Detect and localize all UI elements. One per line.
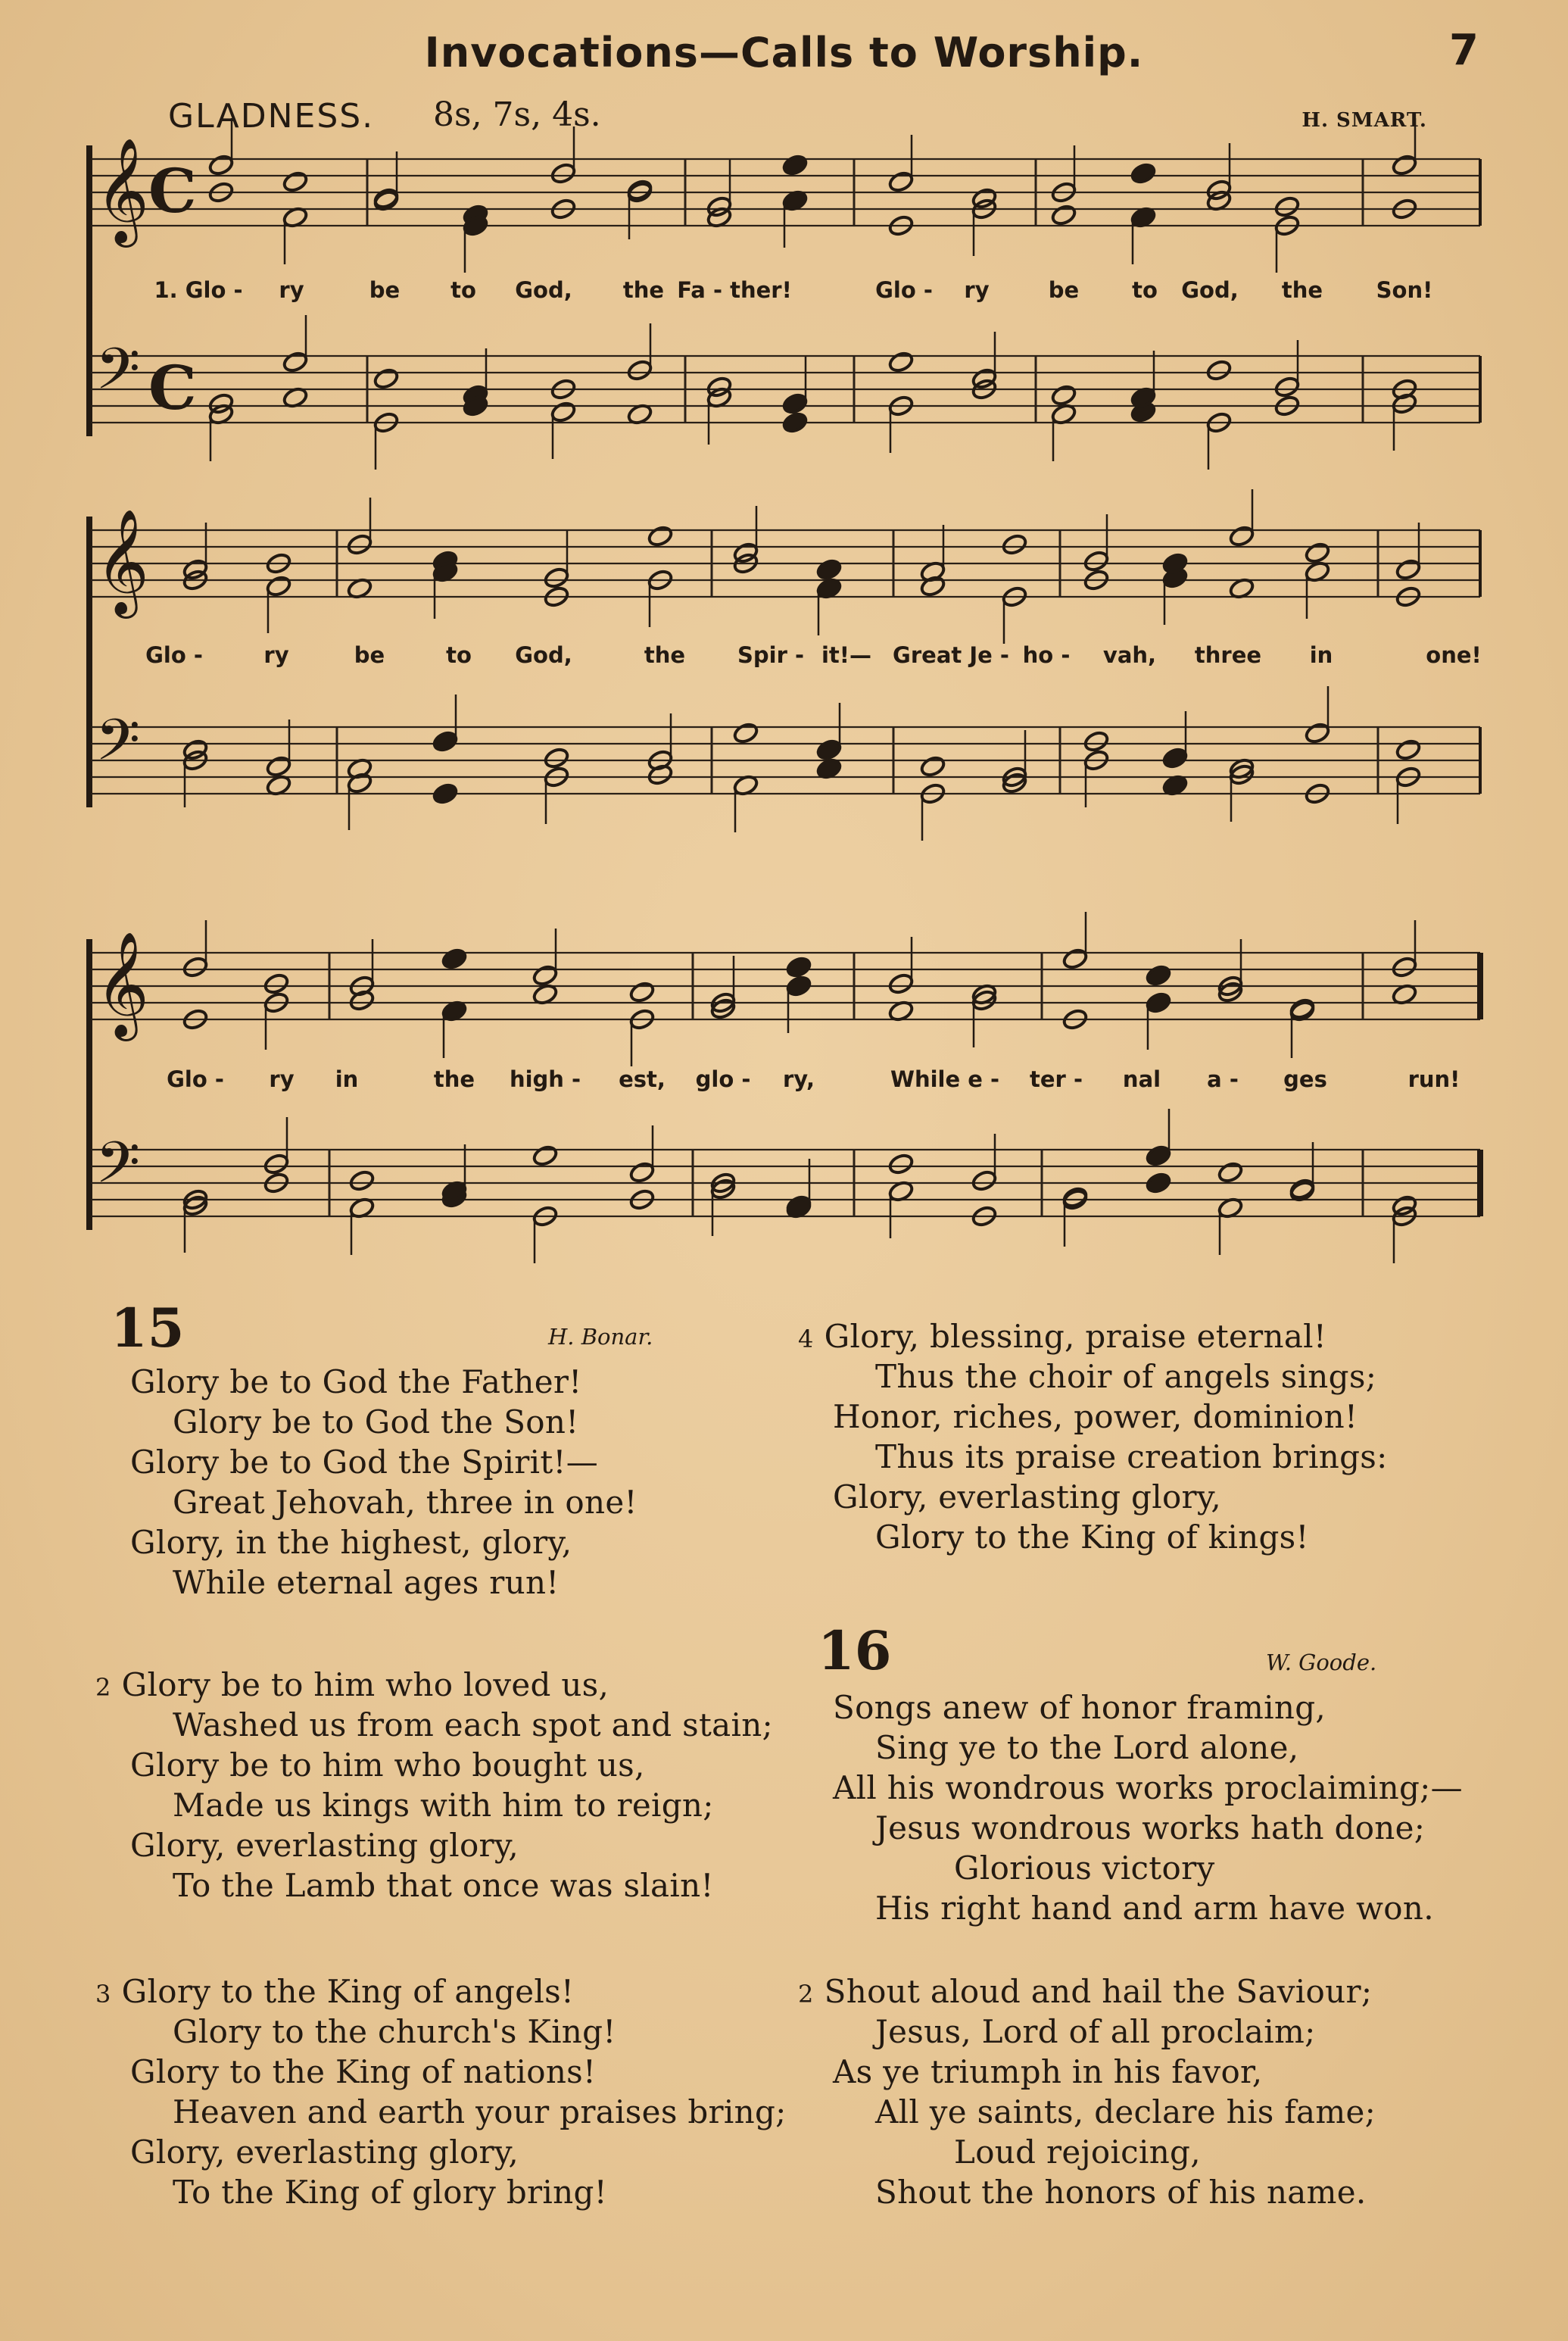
- lyric-syllable: ry,: [783, 1066, 815, 1092]
- verse-line: [173, 1867, 714, 1904]
- note-head-icon: [1391, 956, 1418, 979]
- verse-text: Glory, everlasting glory,: [130, 2133, 519, 2171]
- lyric-syllable: Son!: [1376, 277, 1433, 303]
- lyric-syllable: Great Je -: [893, 642, 1009, 668]
- verse-line: [173, 1564, 559, 1601]
- note-head-icon: [265, 755, 292, 779]
- page-number: 7: [1449, 26, 1479, 75]
- verse-text: Glorious victory: [954, 1849, 1215, 1887]
- verse-text: To the Lamb that once was slain!: [173, 1867, 714, 1904]
- verse-line: [875, 2174, 1367, 2211]
- lyric-syllable: to: [1132, 277, 1158, 303]
- lyric-syllable: Fa - ther!: [677, 277, 792, 303]
- treble-clef-icon: 𝄞: [95, 138, 149, 243]
- verse-text: Glory, everlasting glory,: [833, 1478, 1222, 1515]
- lyric-syllable: ter -: [1030, 1066, 1083, 1092]
- verse-text: Glory be to God the Son!: [173, 1403, 579, 1440]
- verse-line: [130, 2133, 519, 2171]
- note-head-icon: [1145, 1172, 1172, 1195]
- lyric-syllable: the: [1281, 277, 1323, 303]
- verse-text: Thus its praise creation brings:: [875, 1438, 1388, 1475]
- verse-text: All ye saints, declare his fame;: [875, 2093, 1376, 2130]
- note-head-icon: [887, 1153, 915, 1176]
- lyric-syllable: be: [1048, 277, 1080, 303]
- hymn-author: H. Bonar.: [548, 1324, 653, 1350]
- lyric-syllable: three: [1194, 642, 1262, 668]
- verse-line: [833, 1398, 1358, 1435]
- lyric-syllable: ry: [964, 277, 990, 303]
- verse-line: [173, 1787, 714, 1824]
- note-head-icon: [1130, 162, 1157, 186]
- lyric-syllable: Spir -: [737, 642, 805, 668]
- note-head-icon: [887, 170, 915, 194]
- verse-line: [954, 1849, 1214, 1887]
- note-head-icon: [887, 972, 915, 996]
- common-time-icon: C: [148, 352, 197, 423]
- lyric-syllable: Glo -: [145, 642, 203, 668]
- note-head-icon: [1050, 204, 1077, 227]
- treble-clef-icon: 𝄞: [95, 932, 149, 1037]
- verse-line: [833, 1478, 1221, 1515]
- verse-text: Glory to the King of kings!: [875, 1519, 1309, 1556]
- note-head-icon: [1273, 195, 1301, 219]
- note-head-icon: [785, 975, 812, 998]
- lyric-syllable: in: [335, 1066, 359, 1092]
- bass-clef-icon: 𝄢: [95, 707, 141, 788]
- lyric-syllable: a -: [1207, 1066, 1239, 1092]
- lyric-syllable: the: [622, 277, 665, 303]
- lyric-line: [0, 277, 1568, 307]
- verse-line: [875, 1729, 1298, 1766]
- verse-line: [954, 2133, 1201, 2171]
- tune-meter: 8s, 7s, 4s.: [433, 95, 601, 134]
- note-head-icon: [1161, 747, 1189, 770]
- verse-text: Thus the choir of angels sings;: [875, 1358, 1377, 1395]
- note-head-icon: [626, 359, 653, 382]
- lyric-line: [0, 642, 1568, 673]
- lyric-syllable: in: [1309, 642, 1333, 668]
- lyric-syllable: God,: [1181, 277, 1239, 303]
- note-head-icon: [628, 981, 656, 1004]
- hymn-number: 15: [111, 1297, 185, 1359]
- verse-line: [173, 2093, 787, 2130]
- note-head-icon: [887, 351, 915, 374]
- verse-text: Glory, in the highest, glory,: [130, 1524, 572, 1561]
- lyric-syllable: Glo -: [875, 277, 933, 303]
- verse-line: [875, 1809, 1425, 1846]
- verse-line: [875, 2013, 1316, 2050]
- lyric-syllable: ry: [269, 1066, 295, 1092]
- lyric-syllable: high -: [509, 1066, 581, 1092]
- verse-line: [833, 2053, 1262, 2090]
- note-head-icon: [1395, 738, 1422, 762]
- lyric-syllable: While e -: [890, 1066, 1000, 1092]
- note-head-icon: [785, 956, 812, 979]
- lyric-syllable: be: [354, 642, 385, 668]
- verse-text: Jesus, Lord of all proclaim;: [875, 2013, 1316, 2050]
- note-head-icon: [1391, 154, 1418, 177]
- verse-line: [875, 2093, 1376, 2130]
- verse-text: To the King of glory bring!: [173, 2174, 607, 2211]
- lyric-line: [0, 1066, 1568, 1097]
- lyric-syllable: to: [450, 277, 476, 303]
- verse-text: Glory to the church's King!: [173, 2013, 616, 2050]
- verse-line: [173, 2174, 607, 2211]
- note-head-icon: [1145, 1144, 1172, 1168]
- note-head-icon: [207, 154, 235, 177]
- note-head-icon: [432, 730, 459, 754]
- verse-text: His right hand and arm have won.: [875, 1890, 1434, 1927]
- verse-text: Glory be to him who loved us,: [121, 1666, 609, 1703]
- verse-text: Washed us from each spot and stain;: [173, 1706, 773, 1743]
- verse-number: 3: [95, 1980, 111, 2009]
- verse-line: [173, 2013, 616, 2050]
- note-head-icon: [919, 755, 946, 779]
- note-head-icon: [781, 411, 809, 435]
- lyric-syllable: Glo -: [167, 1066, 224, 1092]
- verse-line: [130, 1827, 519, 1864]
- verse-line: [798, 1973, 1372, 2010]
- verse-line: [875, 1438, 1388, 1475]
- hymn-author: W. Goode.: [1266, 1650, 1377, 1675]
- lyric-syllable: vah,: [1102, 642, 1157, 668]
- hymn-number: 16: [818, 1619, 892, 1682]
- verse-text: Glory be to him who bought us,: [130, 1746, 645, 1784]
- lyric-syllable: ry: [279, 277, 304, 303]
- verse-text: Glory to the King of nations!: [130, 2053, 597, 2090]
- note-head-icon: [543, 567, 570, 590]
- verse-text: Honor, riches, power, dominion!: [833, 1398, 1358, 1435]
- lyric-syllable: ho -: [1022, 642, 1071, 668]
- note-head-icon: [531, 1144, 559, 1168]
- note-head-icon: [781, 392, 809, 416]
- lyric-syllable: nal: [1122, 1066, 1161, 1092]
- lyric-syllable: be: [369, 277, 401, 303]
- lyric-syllable: run!: [1407, 1066, 1460, 1092]
- verse-line: [173, 1403, 578, 1440]
- note-head-icon: [543, 747, 570, 770]
- lyric-syllable: God,: [515, 642, 572, 668]
- note-head-icon: [182, 956, 209, 979]
- note-head-icon: [531, 964, 559, 988]
- note-head-icon: [1228, 525, 1255, 548]
- note-head-icon: [441, 947, 468, 971]
- verse-line: [130, 1524, 572, 1561]
- lyric-syllable: ry: [263, 642, 289, 668]
- verse-text: Sing ye to the Lord alone,: [875, 1729, 1299, 1766]
- note-head-icon: [1001, 533, 1028, 557]
- note-head-icon: [550, 401, 577, 424]
- verse-text: Loud rejoicing,: [954, 2133, 1201, 2171]
- verse-number: 4: [798, 1325, 814, 1353]
- lyric-syllable: God,: [515, 277, 572, 303]
- verse-line: [130, 1444, 598, 1481]
- verse-number: 2: [798, 1980, 814, 2009]
- note-head-icon: [1205, 359, 1233, 382]
- note-head-icon: [815, 738, 843, 762]
- verse-text: Shout aloud and hail the Saviour;: [824, 1973, 1373, 2010]
- verse-line: [173, 1484, 637, 1521]
- verse-text: Songs anew of honor framing,: [833, 1689, 1326, 1726]
- verse-text: Jesus wondrous works hath done;: [875, 1809, 1426, 1846]
- tune-composer: H. SMART.: [1301, 109, 1427, 132]
- lyric-syllable: est,: [619, 1066, 666, 1092]
- note-head-icon: [1061, 947, 1089, 971]
- verse-line: [173, 1706, 773, 1743]
- note-head-icon: [1145, 964, 1172, 988]
- lyric-syllable: the: [644, 642, 686, 668]
- verse-text: Glory to the King of angels!: [121, 1973, 575, 2010]
- note-head-icon: [1304, 542, 1331, 565]
- verse-text: Glory, everlasting glory,: [130, 1827, 519, 1864]
- verse-line: [130, 1363, 581, 1400]
- note-head-icon: [432, 782, 459, 806]
- note-head-icon: [346, 533, 373, 557]
- note-head-icon: [1217, 1161, 1244, 1185]
- note-head-icon: [628, 1161, 656, 1185]
- verse-text: Made us kings with him to reign;: [173, 1787, 714, 1824]
- verse-text: While eternal ages run!: [173, 1564, 560, 1601]
- note-head-icon: [1050, 384, 1077, 407]
- note-head-icon: [550, 162, 577, 186]
- note-head-icon: [282, 351, 309, 374]
- lyric-syllable: one!: [1426, 642, 1482, 668]
- verse-text: Glory be to God the Father!: [130, 1363, 582, 1400]
- tune-name: GLADNESS.: [168, 97, 375, 136]
- note-head-icon: [781, 154, 809, 177]
- note-head-icon: [1395, 558, 1422, 582]
- note-head-icon: [971, 1169, 998, 1193]
- verse-text: Glory be to God the Spirit!—: [130, 1444, 598, 1481]
- verse-text: As ye triumph in his favor,: [833, 2053, 1263, 2090]
- verse-line: [875, 1519, 1309, 1556]
- verse-line: [833, 1689, 1326, 1726]
- lyric-syllable: ges: [1283, 1066, 1327, 1092]
- note-head-icon: [263, 1153, 290, 1176]
- note-head-icon: [1083, 730, 1110, 754]
- note-head-icon: [732, 722, 759, 745]
- lyric-syllable: glo -: [695, 1066, 751, 1092]
- note-head-icon: [1145, 991, 1172, 1015]
- bass-clef-icon: 𝄢: [95, 336, 141, 417]
- note-head-icon: [282, 170, 309, 194]
- verse-line: [875, 1890, 1434, 1927]
- lyric-syllable: it!—: [821, 642, 872, 668]
- lyric-syllable: 1. Glo -: [154, 277, 243, 303]
- note-head-icon: [348, 1169, 376, 1193]
- treble-clef-icon: 𝄞: [95, 509, 149, 614]
- verse-line: [130, 2053, 596, 2090]
- note-head-icon: [647, 525, 674, 548]
- note-head-icon: [1273, 376, 1301, 399]
- lyric-syllable: the: [433, 1066, 475, 1092]
- bass-clef-icon: 𝄢: [95, 1129, 141, 1210]
- verse-text: Glory, blessing, praise eternal!: [824, 1318, 1327, 1355]
- verse-line: [833, 1769, 1463, 1806]
- note-head-icon: [263, 972, 290, 996]
- verse-text: All his wondrous works proclaiming;—: [833, 1769, 1463, 1806]
- verse-line: [130, 1746, 645, 1784]
- verse-line: [95, 1666, 609, 1703]
- verse-line: [798, 1318, 1326, 1355]
- verse-text: Shout the honors of his name.: [875, 2174, 1367, 2211]
- verse-text: Heaven and earth your praises bring;: [173, 2093, 787, 2130]
- lyric-syllable: to: [446, 642, 472, 668]
- note-head-icon: [815, 558, 843, 582]
- note-head-icon: [265, 575, 292, 598]
- note-head-icon: [1304, 722, 1331, 745]
- note-head-icon: [1083, 550, 1110, 573]
- verse-text: Great Jehovah, three in one!: [173, 1484, 637, 1521]
- common-time-icon: C: [148, 155, 197, 226]
- page-title: Invocations—Calls to Worship.: [424, 29, 1144, 76]
- verse-line: [95, 1973, 574, 2010]
- verse-number: 2: [95, 1673, 111, 1702]
- note-head-icon: [373, 367, 400, 391]
- verse-line: [875, 1358, 1376, 1395]
